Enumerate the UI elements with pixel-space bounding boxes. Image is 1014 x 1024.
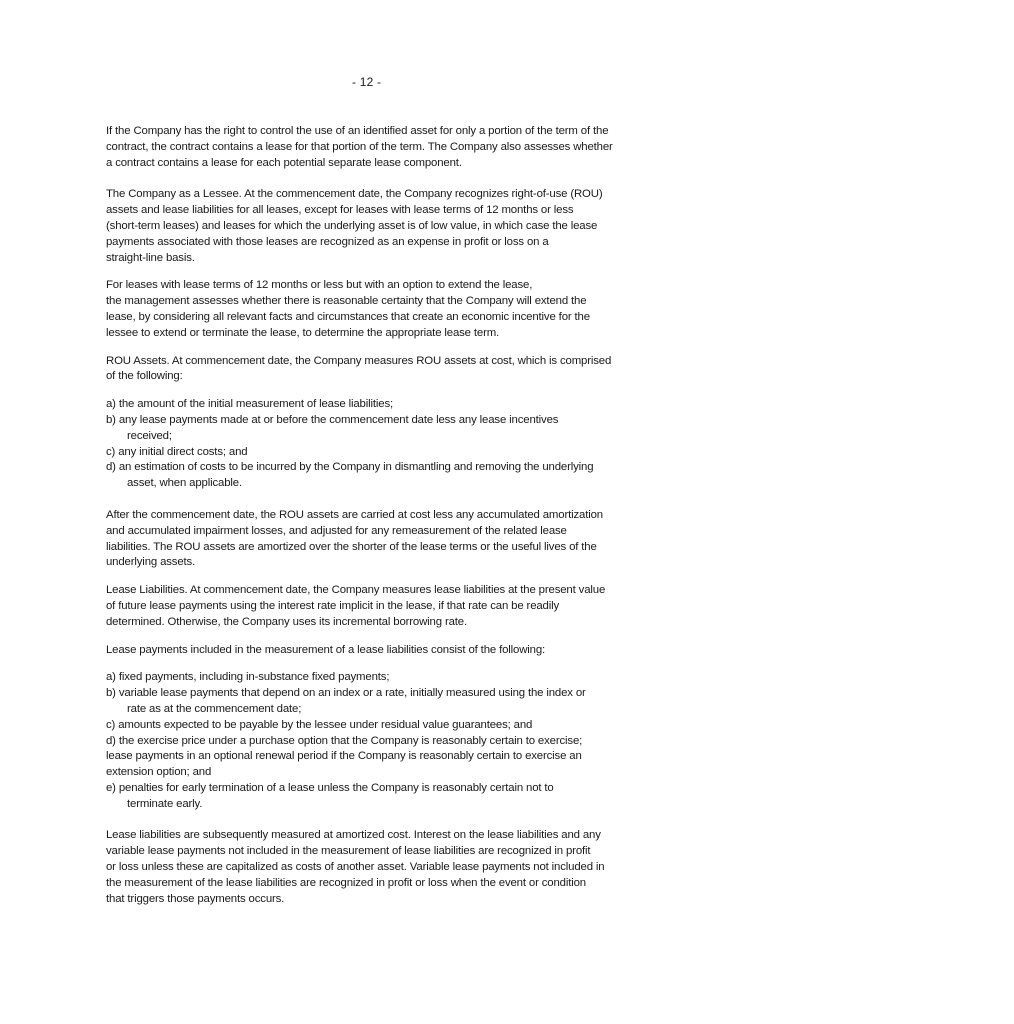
list-item: b) variable lease payments that depend on an index or a rate, initially measured using the index or [106, 687, 586, 700]
text-line: liabilities. The ROU assets are amortized over the shorter of the lease terms or the useful lives of the [106, 540, 597, 553]
text-line: ROU Assets. At commencement date, the Company measures ROU assets at cost, which is comprised [106, 354, 612, 367]
paragraph-extension-option [106, 278, 676, 341]
text-line: the measurement of the lease liabilities are recognized in profit or loss when the event or condition [106, 876, 586, 889]
text-line: that triggers those payments occurs. [106, 892, 285, 905]
document-body [106, 124, 676, 907]
list-item-continuation: lease payments in an optional renewal period if the Company is reasonably certain to exercise an [106, 750, 582, 763]
list-item: d) an estimation of costs to be incurred by the Company in dismantling and removing the underlying [106, 461, 594, 474]
text-line: Lease liabilities are subsequently measured at amortized cost. Interest on the lease liabilities and any [106, 829, 601, 842]
list-item: c) any initial direct costs; and [106, 445, 248, 458]
text-line: payments associated with those leases are recognized as an expense in profit or loss on a [106, 235, 549, 248]
text-line: of the following: [106, 370, 183, 383]
text-line: contract, the contract contains a lease for that portion of the term. The Company also assesses whether [106, 140, 613, 153]
list-item: a) the amount of the initial measurement of lease liabilities; [106, 398, 394, 411]
list-item-continuation: received; [127, 429, 172, 442]
paragraph-lessee [106, 187, 676, 266]
text-line: The Company as a Lessee. At the commencement date, the Company recognizes right-of-use (ROU) [106, 188, 603, 201]
list-item-continuation: terminate early. [127, 797, 203, 810]
text-line: the management assesses whether there is reasonable certainty that the Company will extend the [106, 295, 587, 308]
text-line: lessee to extend or terminate the lease, to determine the appropriate lease term. [106, 326, 500, 339]
paragraph-lease-payments-intro [106, 643, 676, 659]
paragraph-control-portion [106, 124, 676, 171]
text-line: lease, by considering all relevant facts and circumstances that create an economic incentive for the [106, 310, 590, 323]
paragraph-rou-assets [106, 354, 676, 386]
paragraph-lease-liabilities [106, 583, 676, 630]
text-line: Lease Liabilities. At commencement date, the Company measures lease liabilities at the present value [106, 584, 606, 597]
text-line: If the Company has the right to control the use of an identified asset for only a portion of the term of the [106, 125, 609, 137]
text-line: underlying assets. [106, 556, 196, 569]
list-item: b) any lease payments made at or before the commencement date less any lease incentives [106, 413, 559, 426]
list-item-continuation: asset, when applicable. [127, 477, 242, 490]
list-item-continuation: extension option; and [106, 766, 212, 779]
list-item-continuation: rate as at the commencement date; [127, 702, 302, 715]
text-line: and accumulated impairment losses, and adjusted for any remeasurement of the related lease [106, 524, 567, 537]
text-line: variable lease payments not included in the measurement of lease liabilities are recognized in profit [106, 845, 591, 858]
list-item: d) the exercise price under a purchase option that the Company is reasonably certain to exercise; [106, 734, 583, 747]
text-line: a contract contains a lease for each potential separate lease component. [106, 156, 462, 169]
paragraph-after-commencement [106, 508, 676, 571]
text-line: After the commencement date, the ROU assets are carried at cost less any accumulated amortization [106, 508, 603, 521]
list-item: a) fixed payments, including in-substance fixed payments; [106, 671, 390, 684]
paragraph-subsequent-measurement [106, 828, 676, 907]
text-line: For leases with lease terms of 12 months or less but with an option to extend the lease, [106, 279, 533, 292]
text-line: of future lease payments using the interest rate implicit in the lease, if that rate can be readily [106, 599, 560, 612]
text-line: assets and lease liabilities for all leases, except for leases with lease terms of 12 months or less [106, 204, 574, 217]
text-line: straight-line basis. [106, 251, 195, 264]
list-rou-components [106, 397, 676, 492]
page-number: - 12 - [352, 75, 382, 89]
list-lease-payments [106, 670, 676, 812]
list-item: c) amounts expected to be payable by the lessee under residual value guarantees; and [106, 718, 533, 731]
text-line: determined. Otherwise, the Company uses its incremental borrowing rate. [106, 615, 467, 628]
text-line: (short-term leases) and leases for which the underlying asset is of low value, in which case the lease [106, 219, 598, 232]
text-line: Lease payments included in the measurement of a lease liabilities consist of the following: [106, 643, 546, 656]
text-line: or loss unless these are capitalized as costs of another asset. Variable lease payments not included in [106, 861, 605, 874]
list-item: e) penalties for early termination of a lease unless the Company is reasonably certain not to [106, 781, 554, 794]
